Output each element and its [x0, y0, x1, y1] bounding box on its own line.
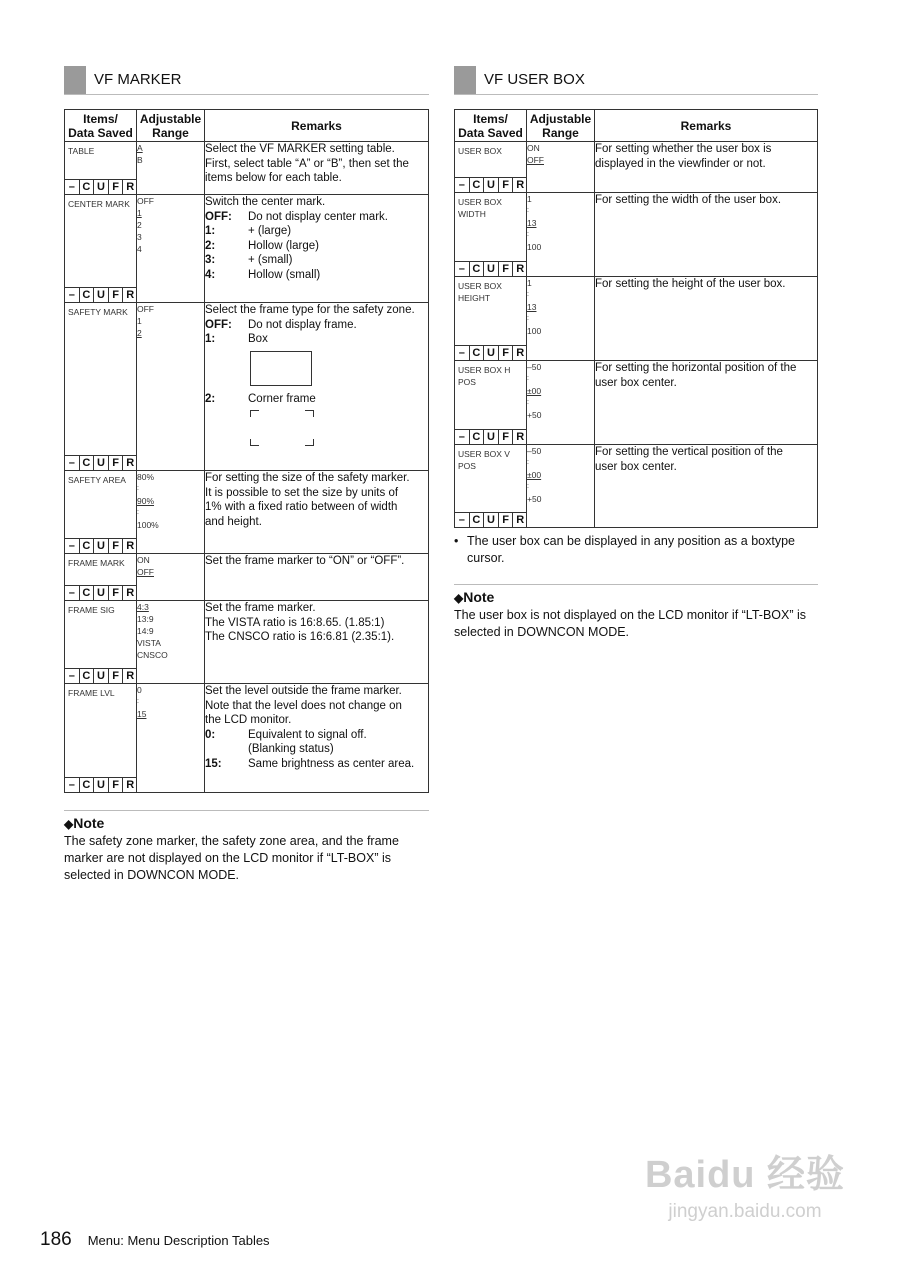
option-key: OFF: [205, 210, 232, 223]
col-header-range: Adjustable Range [527, 110, 595, 142]
remark-line: Set the frame marker. [205, 602, 316, 614]
flag-0: – [455, 430, 470, 444]
flag-1: C [80, 778, 95, 792]
note [64, 810, 429, 884]
flag-1: C [470, 430, 485, 444]
corner-mark [305, 410, 314, 417]
flag-1: C [470, 513, 485, 527]
col-header-range: Adjustable Range [137, 110, 205, 142]
item-cell [455, 142, 527, 193]
remarks-cell [205, 303, 429, 471]
option-desc: Hollow (large) [248, 239, 319, 252]
diamond-icon: ◆ [454, 591, 464, 605]
flag-1: C [470, 178, 485, 192]
range-value: –50 [527, 446, 542, 456]
remark-option [205, 224, 428, 239]
table-row [455, 445, 818, 528]
flag-3: F [499, 430, 514, 444]
remark-line: items below for each table. [205, 172, 342, 184]
range-value: : [527, 459, 529, 466]
range-value: 13 [527, 218, 537, 228]
note-text: The user box is not displayed on the LCD monitor if “LT-BOX” is selected in DOWNCON MODE. [454, 608, 807, 639]
section-header [64, 66, 429, 95]
option-desc: Corner frame [248, 392, 316, 405]
range-value: ON [527, 143, 540, 153]
range-value: : [527, 291, 529, 298]
remark-option [205, 210, 428, 225]
table-row [455, 193, 818, 277]
flag-0: – [65, 586, 80, 600]
bullet-icon: • [454, 534, 459, 548]
range-cell [137, 471, 205, 554]
flag-4: R [126, 289, 135, 301]
item-wrap [65, 303, 136, 470]
range-value: 90% [137, 496, 155, 506]
range-value: 14:9 [137, 626, 154, 636]
item-cell [455, 193, 527, 277]
watermark-url: jingyan.baidu.com [668, 1201, 822, 1222]
remark-line: Select the VF MARKER setting table. [205, 143, 395, 155]
table-row [65, 195, 429, 303]
flag-0: – [65, 180, 80, 194]
remark-line: displayed in the viewfinder or not. [595, 157, 766, 170]
option-key: 1: [205, 333, 216, 345]
corner-mark [250, 410, 259, 417]
table-row [65, 303, 429, 471]
flag-2: U [484, 346, 499, 360]
range-value: 1 [527, 278, 532, 288]
remarks-cell [205, 471, 429, 554]
range-value: 80% [137, 472, 155, 482]
flag-3: F [499, 513, 514, 527]
item-wrap [65, 684, 136, 792]
remark-line: Select the frame type for the safety zone. [205, 304, 415, 316]
range-value: CNSCO [137, 650, 168, 660]
remark-option [205, 239, 428, 254]
section-header [454, 66, 818, 95]
flag-1: C [80, 586, 95, 600]
col-header-items: Items/ Data Saved [65, 110, 137, 142]
range-value: –50 [527, 362, 542, 372]
data-saved-flags [455, 429, 527, 444]
item-cell [65, 684, 137, 793]
flag-3: F [499, 262, 514, 276]
vf-marker-section [64, 66, 429, 884]
data-saved-flags [455, 261, 527, 276]
remarks-cell [595, 445, 818, 528]
table-row [65, 554, 429, 601]
item-name: SAFETY MARK [68, 307, 128, 317]
section-title: VF MARKER [94, 71, 182, 88]
range-cell [137, 142, 205, 195]
range-value: 2 [137, 328, 142, 338]
range-value: : [527, 375, 529, 382]
remarks-cell [205, 195, 429, 303]
range-value: ON [137, 555, 150, 565]
vf-user-box-table [454, 109, 818, 528]
remark-line: Set the frame marker to “ON” or “OFF”. [205, 555, 405, 567]
data-saved-flags [65, 455, 137, 470]
remarks-cell [205, 142, 429, 195]
item-wrap [65, 471, 136, 553]
option-key: 2: [205, 239, 216, 252]
remarks-cell [595, 361, 818, 445]
range-value: 4 [137, 244, 142, 254]
range-value: OFF [137, 304, 154, 314]
note [454, 584, 818, 641]
flag-2: U [484, 430, 499, 444]
item-name: SAFETY AREA [68, 475, 126, 485]
flag-4: R [516, 263, 525, 275]
remark-option [205, 392, 428, 407]
note-title: Note [73, 815, 105, 831]
col-header-items: Items/ Data Saved [455, 110, 527, 142]
flag-2: U [94, 288, 109, 302]
option-key: 15: [205, 757, 222, 770]
range-value: 13:9 [137, 614, 154, 624]
remark-line: For setting the height of the user box. [595, 278, 786, 290]
range-cell [137, 195, 205, 303]
note-text: The safety zone marker, the safety zone area, and the frame marker are not displayed on the LCD monitor if “LT-BOX” is selected in DOWNCON MODE. [64, 834, 399, 882]
flag-3: F [109, 778, 124, 792]
flag-2: U [484, 262, 499, 276]
range-value: +50 [527, 494, 542, 504]
item-name: USER BOX [458, 146, 502, 156]
flag-0: – [455, 513, 470, 527]
item-wrap [65, 142, 136, 194]
item-cell [65, 142, 137, 195]
flag-2: U [94, 669, 109, 683]
range-cell [137, 684, 205, 793]
data-saved-flags [65, 777, 137, 792]
option-key: 2: [205, 392, 216, 405]
range-cell [527, 142, 595, 193]
flag-4: R [126, 181, 135, 193]
remarks-cell [595, 193, 818, 277]
remark-line: The CNSCO ratio is 16:6.81 (2.35:1). [205, 631, 395, 643]
option-desc: Box [248, 333, 268, 345]
col-header-remarks: Remarks [205, 110, 429, 142]
bullet-text: The user box can be displayed in any position as a boxtype cursor. [467, 534, 795, 565]
corner-mark [305, 439, 314, 446]
range-value: : [527, 207, 529, 214]
range-value: 1 [137, 208, 142, 218]
remark-line: For setting the size of the safety marker. [205, 472, 410, 484]
item-name: USER BOX HEIGHT [458, 281, 502, 303]
item-wrap [455, 142, 526, 192]
item-name: FRAME SIG [68, 605, 115, 615]
data-saved-flags [65, 585, 137, 600]
range-cell [527, 361, 595, 445]
remark-line: Note that the level does not change on [205, 699, 402, 712]
data-saved-flags [455, 512, 527, 527]
range-value: A [137, 143, 143, 153]
remark-option [205, 253, 428, 268]
range-value: OFF [137, 196, 154, 206]
item-wrap [455, 361, 526, 444]
item-cell [455, 445, 527, 528]
remark-line: For setting the vertical position of the [595, 446, 783, 458]
remark-line: and height. [205, 515, 262, 528]
range-value: 100 [527, 326, 542, 336]
option-desc: Hollow (small) [248, 268, 321, 281]
flag-4: R [126, 779, 135, 791]
flag-3: F [109, 539, 124, 553]
option-desc: Do not display frame. [248, 318, 357, 331]
remark-line: the LCD monitor. [205, 714, 292, 726]
section-title: VF USER BOX [484, 71, 585, 88]
flag-4: R [126, 540, 135, 552]
range-value: B [137, 155, 143, 165]
page-number: 186 [40, 1229, 72, 1250]
data-saved-flags [65, 287, 137, 302]
option-desc: + (small) [248, 254, 293, 266]
data-saved-flags [455, 177, 527, 192]
remark-line: The VISTA ratio is 16:8.65. (1.85:1) [205, 616, 385, 629]
vf-marker-table [64, 109, 429, 793]
range-value: : [137, 698, 139, 705]
table-row [455, 142, 818, 193]
remark-option [205, 268, 428, 283]
range-cell [137, 554, 205, 601]
data-saved-flags [455, 345, 527, 360]
corner-mark [250, 439, 259, 446]
remarks-cell [205, 554, 429, 601]
remark-line: (Blanking status) [248, 743, 334, 755]
flag-4: R [516, 347, 525, 359]
data-saved-flags [65, 179, 137, 194]
range-value: +50 [527, 410, 542, 420]
diamond-icon: ◆ [64, 817, 74, 831]
range-value: 13 [527, 302, 537, 312]
range-value: : [137, 485, 139, 492]
item-cell [455, 361, 527, 445]
flag-0: – [455, 178, 470, 192]
table-row [455, 361, 818, 445]
flag-0: – [65, 778, 80, 792]
remarks-cell [205, 601, 429, 684]
item-name: FRAME LVL [68, 688, 115, 698]
flag-2: U [94, 456, 109, 470]
remark-line: It is possible to set the size by units of [205, 486, 399, 499]
corner-frame-icon [250, 410, 314, 446]
flag-1: C [80, 288, 95, 302]
table-row [65, 684, 429, 793]
option-desc: Same brightness as center area. [248, 757, 415, 770]
range-value: : [527, 399, 529, 406]
option-key: OFF: [205, 318, 232, 331]
flag-3: F [109, 586, 124, 600]
vf-user-box-section [454, 66, 818, 641]
note-heading [64, 815, 429, 833]
note-title: Note [463, 589, 495, 605]
flag-0: – [65, 669, 80, 683]
col-header-remarks: Remarks [595, 110, 818, 142]
section-marker-block [64, 66, 86, 94]
range-value: OFF [137, 567, 154, 577]
range-cell [137, 601, 205, 684]
range-cell [527, 277, 595, 361]
bullet-item [454, 533, 818, 567]
table-row [65, 471, 429, 554]
flag-1: C [80, 539, 95, 553]
item-wrap [65, 554, 136, 600]
remark-line: 1% with a fixed ratio between of width [205, 501, 398, 513]
flag-2: U [94, 778, 109, 792]
flag-2: U [484, 513, 499, 527]
range-value: : [527, 231, 529, 238]
flag-0: – [455, 346, 470, 360]
range-value: 0 [137, 685, 142, 695]
remarks-cell [595, 277, 818, 361]
section-marker-block [454, 66, 476, 94]
flag-3: F [109, 669, 124, 683]
remark-option [205, 757, 428, 772]
item-cell [65, 601, 137, 684]
remark-option [205, 728, 428, 743]
item-cell [65, 471, 137, 554]
note-heading [454, 589, 818, 607]
item-name: FRAME MARK [68, 558, 125, 568]
flag-0: – [65, 288, 80, 302]
item-wrap [65, 601, 136, 683]
flag-2: U [94, 539, 109, 553]
range-cell [527, 445, 595, 528]
range-value: ±00 [527, 386, 542, 396]
flag-4: R [516, 179, 525, 191]
table-row [65, 601, 429, 684]
option-key: 1: [205, 225, 216, 237]
remark-line: user box center. [595, 376, 677, 389]
range-cell [137, 303, 205, 471]
watermark-logo: Baidu 经验 [644, 1154, 846, 1196]
data-saved-flags [65, 538, 137, 553]
watermark [640, 1150, 850, 1250]
range-value: ±00 [527, 470, 542, 480]
item-cell [65, 303, 137, 471]
item-cell [65, 195, 137, 303]
option-key: 4: [205, 268, 216, 281]
flag-4: R [516, 431, 525, 443]
range-value: : [527, 315, 529, 322]
footer-title: Menu: Menu Description Tables [87, 1233, 270, 1248]
remark-line: First, select table “A” or “B”, then set the [205, 157, 409, 170]
flag-3: F [499, 346, 514, 360]
item-cell [455, 277, 527, 361]
remarks-cell [595, 142, 818, 193]
item-wrap [455, 193, 526, 276]
range-value: 15 [137, 709, 147, 719]
option-desc: + (large) [248, 225, 292, 237]
remark-line: user box center. [595, 460, 677, 473]
flag-4: R [126, 457, 135, 469]
flag-0: – [455, 262, 470, 276]
item-name: USER BOX V POS [458, 449, 510, 471]
remark-line: Set the level outside the frame marker. [205, 685, 402, 697]
flag-2: U [94, 586, 109, 600]
option-desc: Equivalent to signal off. [248, 728, 367, 741]
range-value: : [137, 509, 139, 516]
data-saved-flags [65, 668, 137, 683]
item-name: USER BOX H POS [458, 365, 511, 387]
box-frame-icon [250, 351, 312, 386]
flag-2: U [484, 178, 499, 192]
range-value: 100 [527, 242, 542, 252]
range-value: 1 [527, 194, 532, 204]
remark-option [205, 318, 428, 333]
item-wrap [65, 195, 136, 302]
remarks-cell [205, 684, 429, 793]
item-name: TABLE [68, 146, 95, 156]
range-value: VISTA [137, 638, 161, 648]
flag-1: C [80, 456, 95, 470]
flag-3: F [109, 456, 124, 470]
option-desc: Do not display center mark. [248, 210, 388, 223]
item-wrap [455, 445, 526, 527]
flag-1: C [80, 669, 95, 683]
flag-4: R [126, 587, 135, 599]
range-value: 100% [137, 520, 159, 530]
remark-option [205, 332, 428, 347]
flag-4: R [126, 670, 135, 682]
remark-line: For setting whether the user box is [595, 143, 772, 155]
flag-4: R [516, 514, 525, 526]
item-name: CENTER MARK [68, 199, 130, 209]
range-value: OFF [527, 155, 544, 165]
flag-1: C [80, 180, 95, 194]
item-wrap [455, 277, 526, 360]
table-row [65, 142, 429, 195]
flag-1: C [470, 346, 485, 360]
option-key: 0: [205, 728, 216, 741]
flag-0: – [65, 539, 80, 553]
flag-3: F [109, 288, 124, 302]
remark-line: Switch the center mark. [205, 196, 326, 208]
table-row [455, 277, 818, 361]
range-value: : [527, 483, 529, 490]
flag-3: F [109, 180, 124, 194]
range-value: 3 [137, 232, 142, 242]
remark-line: For setting the width of the user box. [595, 194, 782, 206]
range-value: 2 [137, 220, 142, 230]
page-footer [40, 1229, 270, 1251]
range-value: 4:3 [137, 602, 149, 612]
range-cell [527, 193, 595, 277]
option-key: 3: [205, 254, 216, 266]
remark-line: For setting the horizontal position of the [595, 362, 797, 374]
item-cell [65, 554, 137, 601]
flag-1: C [470, 262, 485, 276]
flag-3: F [499, 178, 514, 192]
range-value: 1 [137, 316, 142, 326]
flag-2: U [94, 180, 109, 194]
flag-0: – [65, 456, 80, 470]
item-name: USER BOX WIDTH [458, 197, 502, 219]
